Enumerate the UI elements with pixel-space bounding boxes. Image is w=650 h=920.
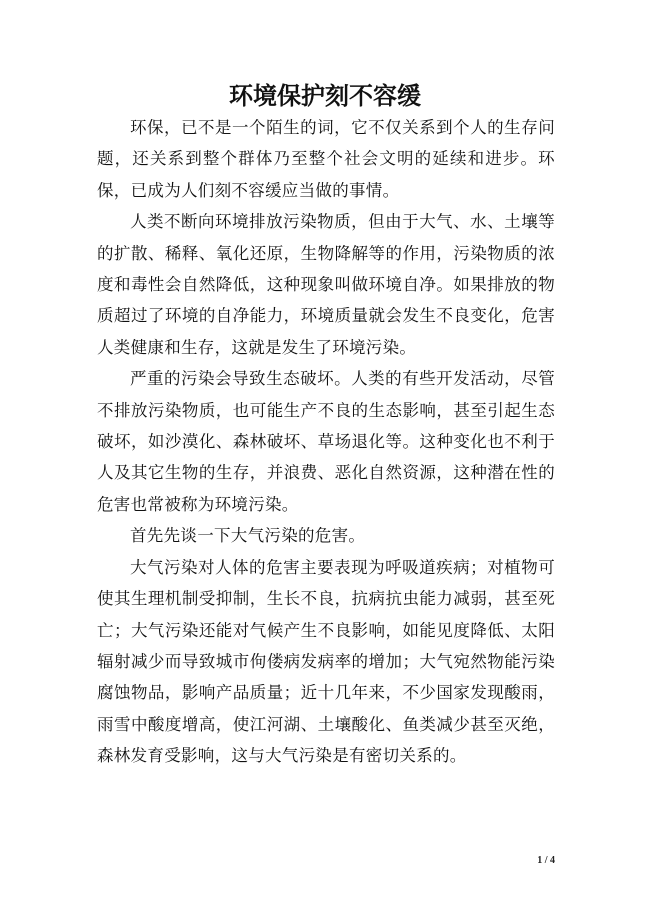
paragraph-4: 首先先谈一下大气污染的危害。 <box>130 526 366 546</box>
paragraph-3: 严重的污染会导致生态破坏。人类的有些开发活动，尽管不排放污染物质，也可能生产不良的生态影响，甚至引起生态破坏，如沙漠化、森林破坏、草场退化等。这种变化也不利于人及其它生物的生存，并浪费、恶化自然资源，这种潜在性的危害也常被称为环境污染。 <box>97 369 555 514</box>
document-body <box>97 112 555 772</box>
paragraph-1: 环保，已不是一个陌生的词，它不仅关系到个人的生存问题，还关系到整个群体乃至整个社会文明的延续和进步。环保，已成为人们刻不容缓应当做的事情。 <box>97 118 555 200</box>
paragraph-5: 大气污染对人体的危害主要表现为呼吸道疾病；对植物可使其生理机制受抑制，生长不良，抗病抗虫能力减弱，甚至死亡；大气污染还能对气候产生不良影响，如能见度降低、太阳辐射减少而导致城市佝偻病发病率的增加；大气宛然物能污染腐蚀物品，影响产品质量；近十几年来，不少国家发现酸雨，雨雪中酸度增高，使江河湖、土壤酸化、鱼类减少甚至灭绝，森林发育受影响，这与大气污染是有密切关系的。 <box>97 557 555 766</box>
page-number: 1 / 4 <box>537 855 555 866</box>
paragraph-2: 人类不断向环境排放污染物质，但由于大气、水、土壤等的扩散、稀释、氧化还原，生物降解等的作用，污染物质的浓度和毒性会自然降低，这种现象叫做环境自净。如果排放的物质超过了环境的自净能力，环境质量就会发生不良变化，危害人类健康和生存，这就是发生了环境污染。 <box>97 212 555 357</box>
document-title: 环境保护刻不容缓 <box>229 82 421 110</box>
